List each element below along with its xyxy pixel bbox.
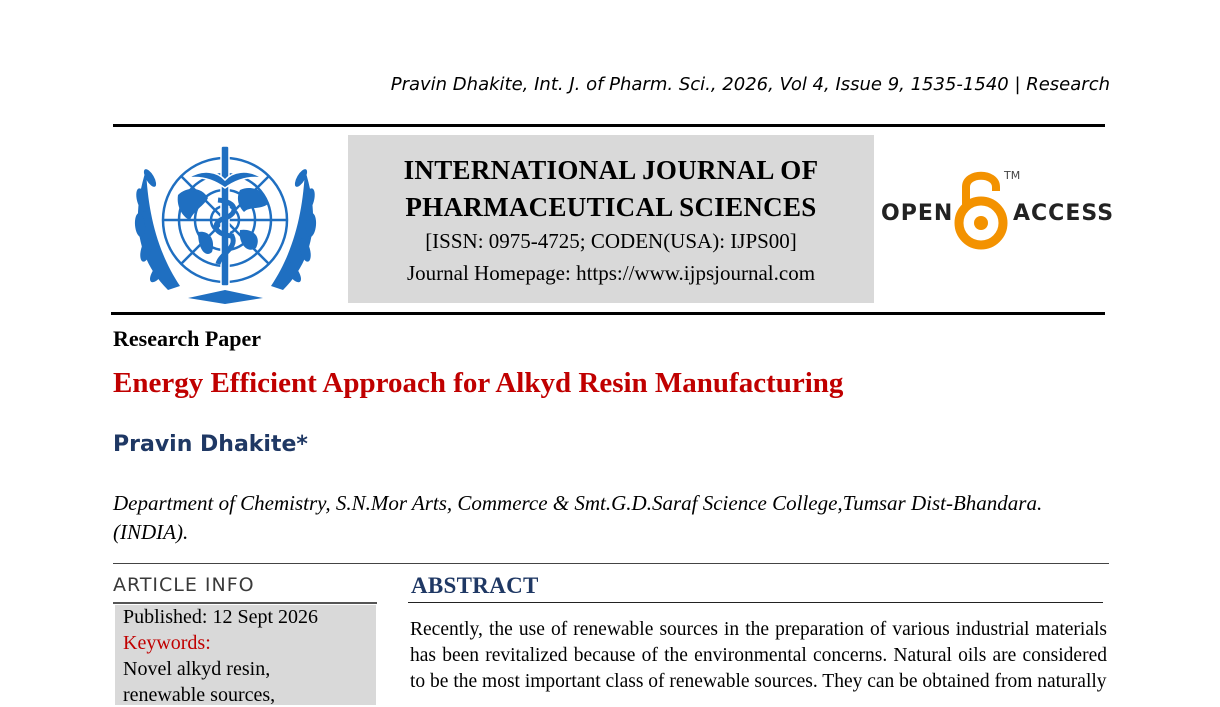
- journal-name-line-1: INTERNATIONAL JOURNAL OF: [403, 155, 819, 185]
- abstract-heading: ABSTRACT: [411, 573, 539, 598]
- keywords-label: Keywords:: [123, 632, 211, 654]
- journal-emblem-logo: [128, 140, 323, 305]
- abstract-rule: [408, 602, 1103, 603]
- header-top-rule: [113, 124, 1105, 127]
- journal-issn: [ISSN: 0975-4725; CODEN(USA): IJPS00]: [425, 229, 797, 253]
- open-access-logo: [880, 165, 1115, 255]
- open-access-lock-icon: [954, 165, 1010, 251]
- journal-name-line-2: PHARMACEUTICAL SCIENCES: [405, 192, 817, 222]
- journal-title-box: [348, 135, 874, 303]
- keyword-item: Novel alkyd resin,: [123, 658, 271, 680]
- header-bottom-rule: [111, 312, 1105, 315]
- published-date: Published: 12 Sept 2026: [123, 606, 319, 628]
- article-info-box: [115, 605, 376, 705]
- open-access-open-text: OPEN: [881, 201, 954, 226]
- author-name: Pravin Dhakite: [113, 432, 297, 457]
- journal-homepage: Journal Homepage: https://www.ijpsjournal.com: [406, 261, 816, 285]
- keyword-item: renewable sources,: [123, 684, 276, 706]
- article-title: Energy Efficient Approach for Alkyd Resin Manufacturing: [113, 367, 844, 399]
- author-line: [113, 432, 308, 457]
- section-divider: [113, 563, 1109, 564]
- corresponding-author-mark: *: [296, 432, 308, 457]
- article-info-heading: ARTICLE INFO: [113, 574, 255, 596]
- open-access-trademark: TM: [1004, 169, 1021, 182]
- article-info-rule: [113, 602, 377, 604]
- abstract-body: Recently, the use of renewable sources in the preparation of various industrial materials has been revitalized because of the environmental concerns. Natural oils are considered to be the most important class of renewable sources. They can be obtained from naturally: [410, 619, 1107, 692]
- open-access-access-text: ACCESS: [1013, 201, 1115, 226]
- paper-type-label: Research Paper: [113, 326, 262, 351]
- journal-name: [348, 152, 874, 226]
- running-header-citation: Pravin Dhakite, Int. J. of Pharm. Sci., 2026, Vol 4, Issue 9, 1535-1540 | Research: [390, 74, 1110, 95]
- author-affiliation: Department of Chemistry, S.N.Mor Arts, Commerce & Smt.G.D.Saraf Science College,Tumsar Dist-Bhandara. (INDIA).: [113, 491, 1043, 544]
